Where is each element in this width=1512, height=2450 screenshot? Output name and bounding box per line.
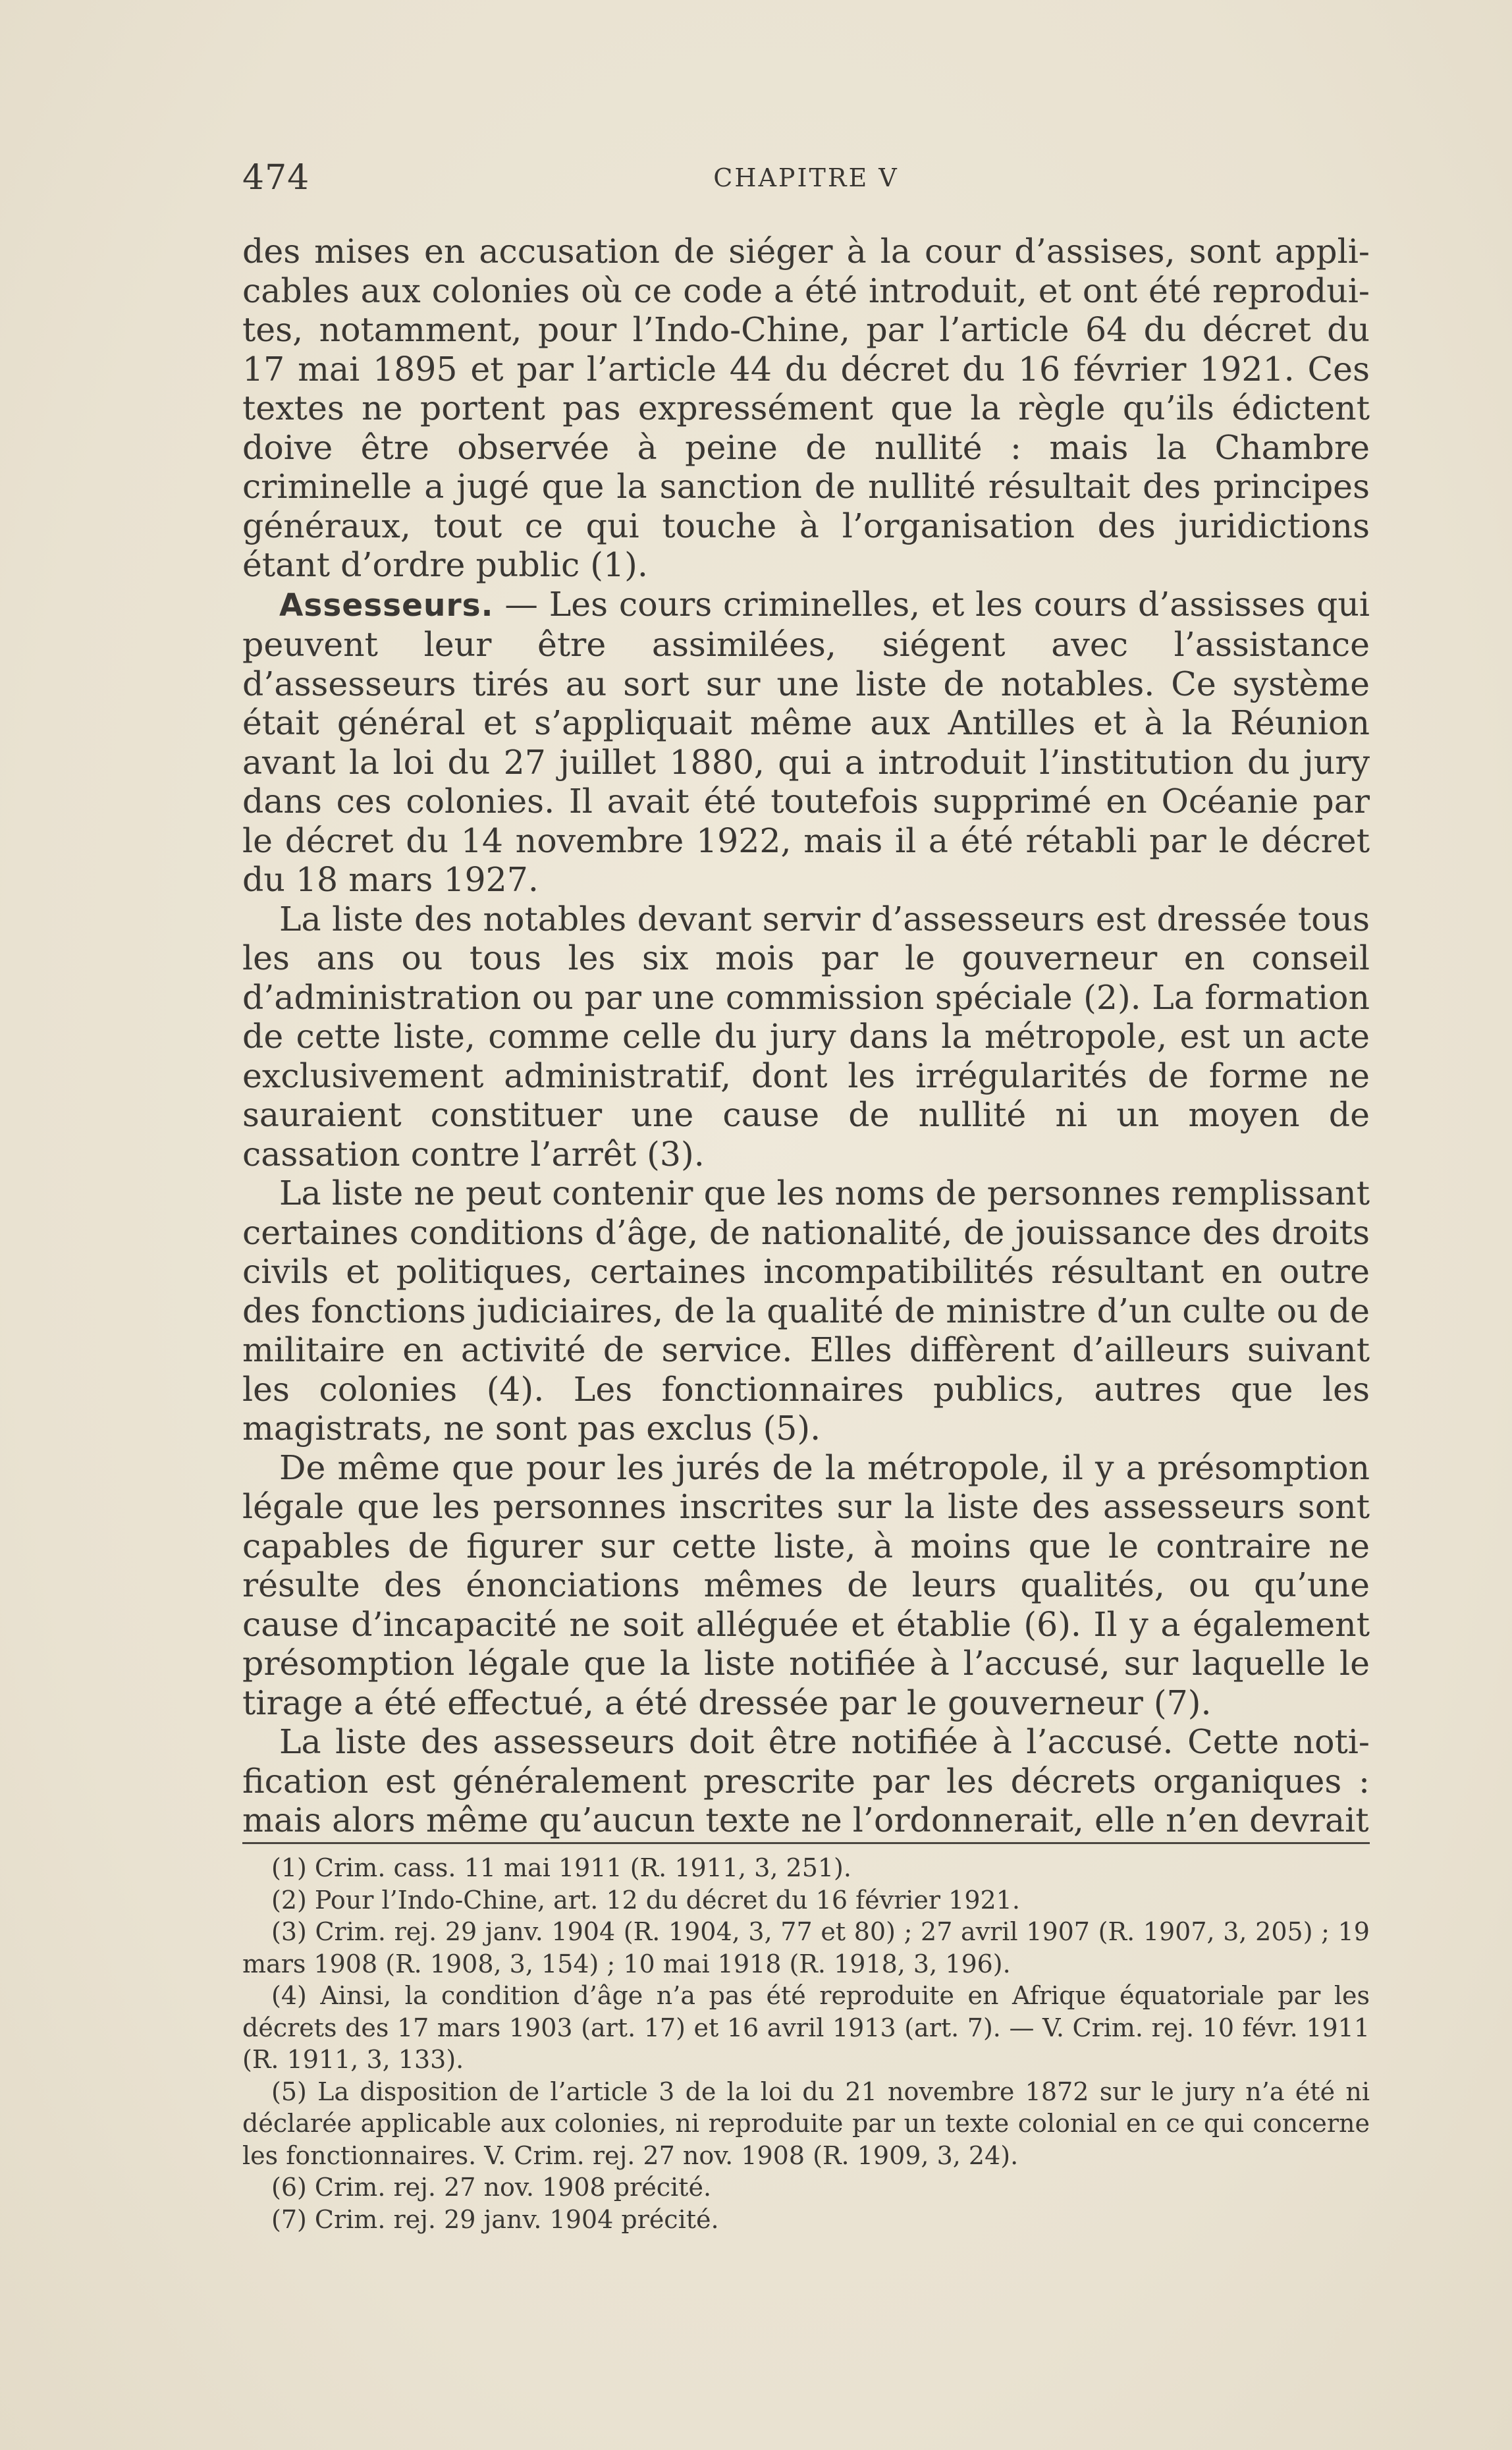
footnote-1: (1) Crim. cass. 11 mai 1911 (R. 1911, 3, 251). bbox=[271, 1853, 851, 1882]
body-text bbox=[242, 232, 1370, 1840]
footnote-6: (6) Crim. rej. 27 nov. 1908 précité. bbox=[271, 2173, 712, 2202]
footnote-2: (2) Pour l’Indo-Chine, art. 12 du décret du 16 février 1921. bbox=[271, 1885, 1020, 1915]
footnotes bbox=[242, 1852, 1370, 2235]
page-header bbox=[242, 158, 1370, 204]
paragraph-3: La liste des notables devant servir d’assesseurs est dressée tous les ans ou tous les six mois par le gouverneur en conseil d’administration ou par une commission spéciale (2). La formation de cette liste, comme celle du jury dans la métropole, est un acte exclusivement administratif, dont les irrégularités de forme ne sauraient constituer une cause de nullité ni un moyen de cassation contre l’arrêt (3). bbox=[242, 899, 1370, 1174]
page-number: 474 bbox=[242, 158, 310, 198]
running-head: CHAPITRE V bbox=[713, 163, 899, 192]
footnote-5: (5) La disposition de l’article 3 de la loi du 21 novembre 1872 sur le jury n’a été ni déclarée applicable aux colonies, ni reproduite par un texte colonial en ce qui concerne les fonctionnaires. V. Crim. rej. 27 nov. 1908 (R. 1909, 3, 24). bbox=[242, 2077, 1370, 2170]
footnote-7: (7) Crim. rej. 29 janv. 1904 précité. bbox=[271, 2204, 719, 2234]
footnote-4: (4) Ainsi, la condition d’âge n’a pas été reproduite en Afrique équatoriale par les décrets des 17 mars 1903 (art. 17) et 16 avril 1913 (art. 7). — V. Crim. rej. 10 févr. 1911 (R. 1911, 3, 133). bbox=[242, 1981, 1370, 2074]
paragraph-5: De même que pour les jurés de la métropole, il y a présomption légale que les personnes inscrites sur la liste des assesseurs sont capables de figurer sur cette liste, à moins que le contraire ne résulte des énonciations mêmes de leurs qualités, ou qu’une cause d’incapacité ne soit alléguée et établie (6). Il y a également présomption légale que la liste notifiée à l’accusé, sur laquelle le tirage a été effectué, a été dressée par le gouverneur (7). bbox=[242, 1448, 1370, 1722]
paragraph-6: La liste des assesseurs doit être notifiée à l’accusé. Cette notification est généralement prescrite par les décrets organiques : mais alors même qu’aucun texte ne l’ordonnerait, elle n’en devrait bbox=[242, 1722, 1370, 1839]
section-lead-in: Assesseurs. bbox=[279, 587, 494, 624]
footnote-3: (3) Crim. rej. 29 janv. 1904 (R. 1904, 3, 77 et 80) ; 27 avril 1907 (R. 1907, 3, 205) ; 19 mars 1908 (R. 1908, 3, 154) ; 10 mai 1918 (R. 1918, 3, 196). bbox=[242, 1917, 1370, 1978]
paragraph-2-text: Les cours criminelles, et les cours d’assisses qui peuvent leur être assimilées, siégent avec l’assistance d’assesseurs tirés au sort sur une liste de notables. Ce système était général et s’appliquait même aux Antilles et à la Réunion avant la loi du 27 juillet 1880, qui a introduit l’institution du jury dans ces colonies. Il avait été toutefois supprimé en Océanie par le décret du 14 novembre 1922, mais il a été rétabli par le décret du 18 mars 1927. bbox=[242, 584, 1370, 899]
paragraph-1: des mises en accusation de siéger à la cour d’assises, sont applicables aux colonies où ce code a été introduit, et ont été reproduites, notamment, pour l’Indo-Chine, par l’article 64 du décret du 17 mai 1895 et par l’article 44 du décret du 16 février 1921. Ces textes ne portent pas expressément que la règle qu’ils édictent doive être observée à peine de nullité : mais la Chambre criminelle a jugé que la sanction de nullité résultait des principes généraux, tout ce qui touche à l’organisation des juridictions étant d’ordre public (1). bbox=[242, 232, 1370, 584]
paragraph-4: La liste ne peut contenir que les noms de personnes remplissant certaines conditions d’âge, de nationalité, de jouissance des droits civils et politiques, certaines incompatibilités résultant en outre des fonctions judiciaires, de la qualité de ministre d’un culte ou de militaire en activité de service. Elles diffèrent d’ailleurs suivant les colonies (4). Les fonctionnaires publics, autres que les magistrats, ne sont pas exclus (5). bbox=[242, 1174, 1370, 1448]
paragraph-assesseurs bbox=[242, 585, 1370, 900]
lead-in-dash: — bbox=[493, 584, 549, 624]
footnote-divider bbox=[242, 1842, 1370, 1844]
